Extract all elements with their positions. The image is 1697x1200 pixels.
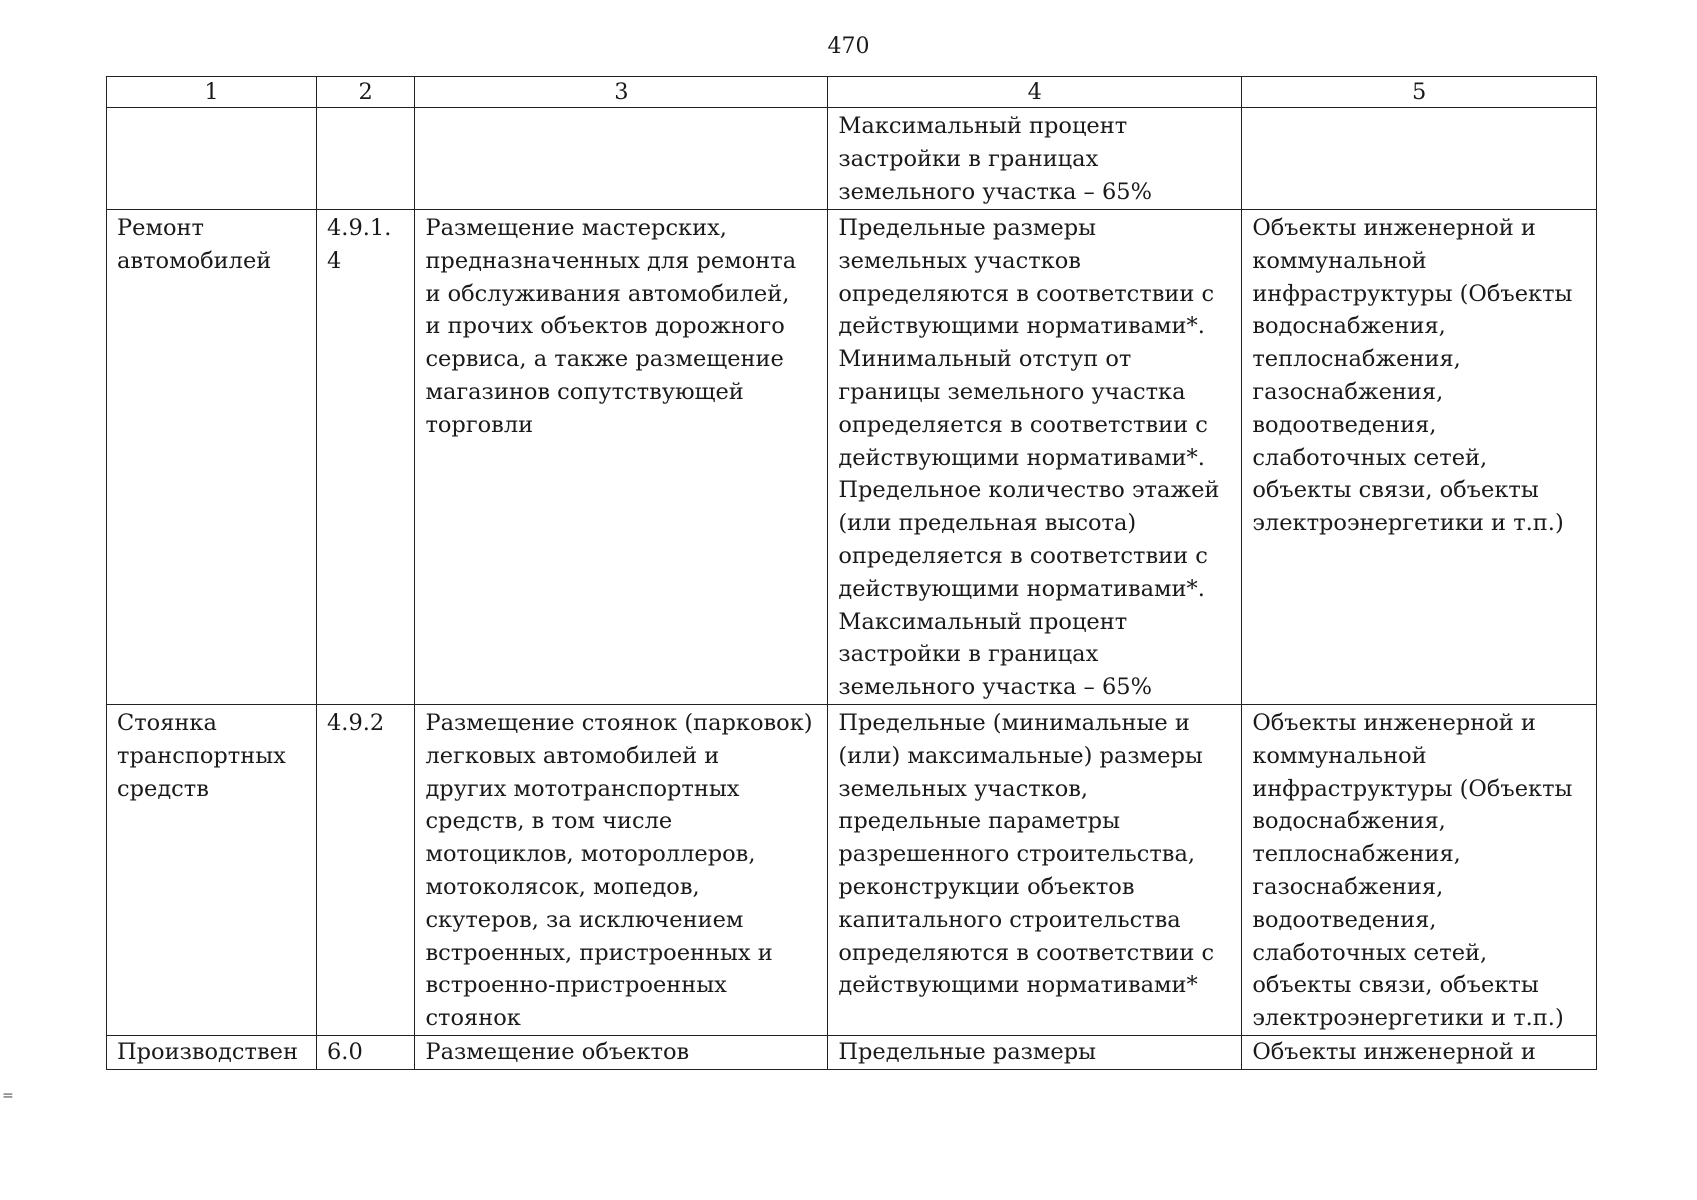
column-header: 3: [415, 77, 828, 108]
text-line: водоотведения,: [1252, 411, 1437, 438]
text-line: действующими нормативами*.: [838, 313, 1205, 340]
text-line: Размещение объектов: [425, 1038, 690, 1065]
text-line: автомобилей: [117, 247, 272, 274]
land-use-table: [106, 76, 1597, 1070]
code-cell: [316, 1035, 414, 1069]
text-line: объекты связи, объекты: [1252, 477, 1539, 504]
text-line: встроенно-пристроенных: [425, 972, 727, 999]
text-line: Объекты инженерной и: [1252, 709, 1536, 736]
parameters-cell: [828, 1035, 1242, 1069]
text-line: электроэнергетики и т.п.): [1252, 510, 1564, 537]
text-line: газоснабжения,: [1252, 378, 1444, 405]
text-line: определяются в соответствии с: [838, 280, 1215, 307]
text-line: инфраструктуры (Объекты: [1252, 775, 1573, 802]
text-line: слаботочных сетей,: [1252, 444, 1488, 471]
infrastructure-cell: [1242, 108, 1597, 210]
table-row: [107, 210, 1597, 705]
text-line: разрешенного строительства,: [838, 841, 1196, 868]
description-cell: [415, 210, 828, 705]
text-line: Максимальный процент: [838, 113, 1128, 139]
text-line: и обслуживания автомобилей,: [425, 280, 790, 307]
text-line: действующими нормативами*.: [838, 444, 1205, 471]
text-line: коммунальной: [1252, 742, 1427, 769]
text-line: водоотведения,: [1252, 906, 1437, 933]
text-line: средств: [117, 775, 209, 802]
text-line: предельные параметры: [838, 808, 1120, 835]
page-number: 470: [827, 34, 870, 59]
text-line: средств, в том числе: [425, 808, 673, 835]
column-header: 1: [107, 77, 317, 108]
code-cell: [316, 108, 414, 210]
text-line: встроенных, пристроенных и: [425, 939, 773, 966]
text-line: газоснабжения,: [1252, 873, 1444, 900]
text-line: скутеров, за исключением: [425, 906, 744, 933]
use-name-cell: [107, 1035, 317, 1069]
table-row: [107, 704, 1597, 1035]
text-line: действующими нормативами*: [838, 972, 1198, 999]
description-cell: [415, 1035, 828, 1069]
text-line: предназначенных для ремонта: [425, 247, 797, 274]
text-line: земельных участков: [838, 247, 1081, 274]
text-line: 4.9.2: [326, 709, 385, 736]
table-row: [107, 1035, 1597, 1069]
text-line: и прочих объектов дорожного: [425, 313, 785, 340]
text-line: стоянок: [425, 1005, 521, 1032]
parameters-cell: [828, 210, 1242, 705]
text-line: легковых автомобилей и: [425, 742, 720, 769]
text-line: водоснабжения,: [1252, 808, 1446, 835]
text-line: объекты связи, объекты: [1252, 972, 1539, 999]
table-header-row: [107, 77, 1597, 108]
description-cell: [415, 108, 828, 210]
infrastructure-cell: [1242, 1035, 1597, 1069]
text-line: Объекты инженерной и: [1252, 1038, 1536, 1065]
text-line: транспортных: [117, 742, 286, 769]
text-line: капитального строительства: [838, 906, 1181, 933]
text-line: (или) максимальные) размеры: [838, 742, 1203, 769]
text-line: других мототранспортных: [425, 775, 740, 802]
text-line: земельного участка – 65%: [838, 178, 1152, 205]
parameters-cell: [828, 704, 1242, 1035]
parameters-cell: [828, 108, 1242, 210]
table-row: [107, 108, 1597, 210]
text-line: действующими нормативами*.: [838, 575, 1205, 602]
text-line: Ремонт: [117, 215, 204, 241]
text-line: Стоянка: [117, 709, 217, 736]
text-line: инфраструктуры (Объекты: [1252, 280, 1573, 307]
use-name-cell: [107, 210, 317, 705]
text-line: Предельное количество этажей: [838, 477, 1220, 504]
text-line: Объекты инженерной и: [1252, 215, 1536, 241]
description-cell: [415, 704, 828, 1035]
use-name-cell: [107, 108, 317, 210]
use-name-cell: [107, 704, 317, 1035]
text-line: Предельные размеры: [838, 1038, 1097, 1065]
text-line: земельных участков,: [838, 775, 1089, 802]
text-line: Производствен: [117, 1038, 298, 1065]
text-line: 4: [326, 247, 342, 274]
text-line: реконструкции объектов: [838, 873, 1135, 900]
text-line: теплоснабжения,: [1252, 346, 1461, 373]
code-cell: [316, 704, 414, 1035]
text-line: определяются в соответствии с: [838, 939, 1215, 966]
text-line: Предельные (минимальные и: [838, 709, 1190, 736]
text-line: Минимальный отступ от: [838, 346, 1132, 373]
text-line: мотоциклов, мотороллеров,: [425, 841, 756, 868]
text-line: земельного участка – 65%: [838, 674, 1152, 701]
infrastructure-cell: [1242, 704, 1597, 1035]
text-line: Предельные размеры: [838, 215, 1097, 241]
column-header: 2: [316, 77, 414, 108]
margin-mark: =: [2, 1088, 14, 1104]
text-line: сервиса, а также размещение: [425, 346, 784, 373]
text-line: водоснабжения,: [1252, 313, 1446, 340]
text-line: Максимальный процент: [838, 608, 1128, 635]
text-line: (или предельная высота): [838, 510, 1137, 537]
text-line: Размещение стоянок (парковок): [425, 709, 813, 736]
text-line: определяется в соответствии с: [838, 411, 1208, 438]
text-line: 4.9.1.: [326, 215, 392, 241]
text-line: мотоколясок, мопедов,: [425, 873, 700, 900]
text-line: коммунальной: [1252, 247, 1427, 274]
text-line: Размещение мастерских,: [425, 215, 727, 241]
code-cell: [316, 210, 414, 705]
text-line: электроэнергетики и т.п.): [1252, 1005, 1564, 1032]
text-line: торговли: [425, 411, 534, 438]
column-header: 5: [1242, 77, 1597, 108]
text-line: 6.0: [326, 1038, 363, 1065]
text-line: застройки в границах: [838, 641, 1099, 668]
text-line: слаботочных сетей,: [1252, 939, 1488, 966]
text-line: определяется в соответствии с: [838, 542, 1208, 569]
text-line: теплоснабжения,: [1252, 841, 1461, 868]
infrastructure-cell: [1242, 210, 1597, 705]
column-header: 4: [828, 77, 1242, 108]
text-line: магазинов сопутствующей: [425, 378, 744, 405]
text-line: застройки в границах: [838, 145, 1099, 172]
text-line: границы земельного участка: [838, 378, 1186, 405]
